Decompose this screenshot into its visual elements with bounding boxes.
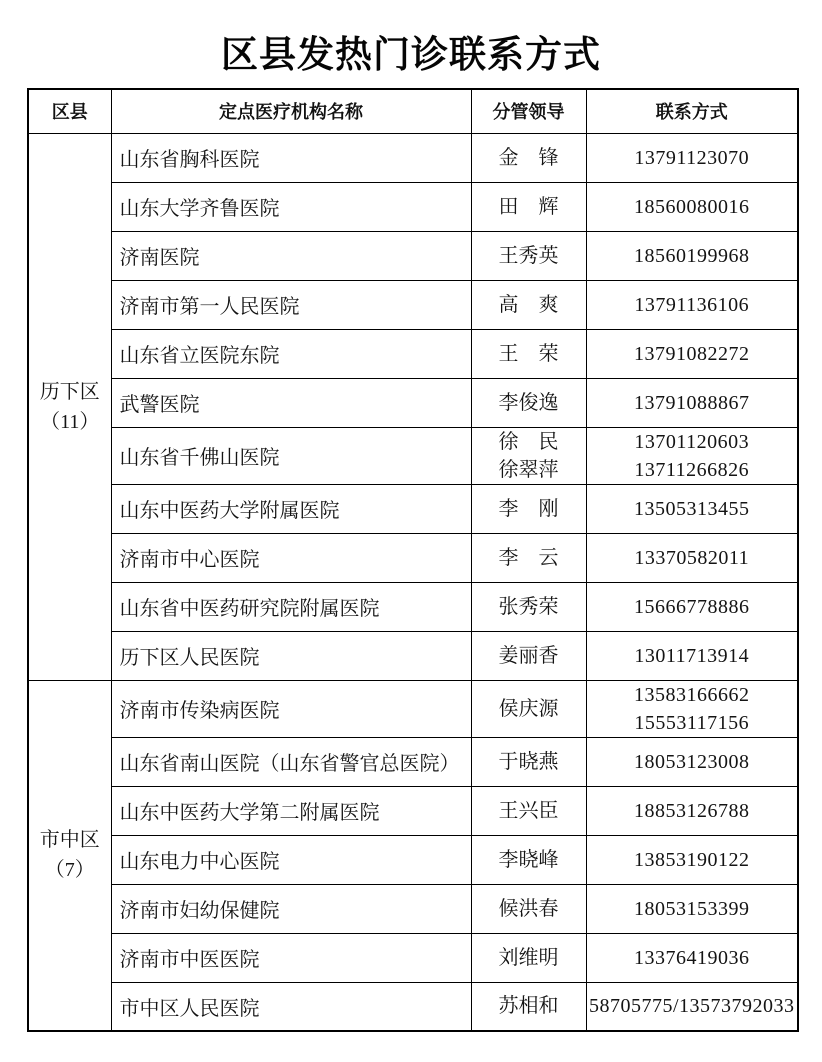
header-phone: 联系方式: [586, 89, 798, 133]
phone-cell: 58705775/13573792033: [586, 982, 798, 1031]
table-row: [28, 427, 798, 484]
page-title: 区县发热门诊联系方式: [221, 35, 601, 76]
phone-line: 15553117156: [634, 711, 750, 734]
phone-cell: 13791136106: [586, 280, 798, 329]
table-row: [28, 835, 798, 884]
hospital-cell: 山东省胸科医院: [111, 133, 471, 182]
phone-line: 13711266826: [634, 458, 750, 481]
leader-cell: [471, 427, 586, 484]
table-row: [28, 680, 798, 737]
table-row: [28, 484, 798, 533]
district-count: （7）: [44, 859, 95, 882]
table-row: [28, 582, 798, 631]
phone-cell: 13791123070: [586, 133, 798, 182]
phone-cell: 18560199968: [586, 231, 798, 280]
hospital-cell: 山东中医药大学附属医院: [111, 484, 471, 533]
phone-cell: 13376419036: [586, 933, 798, 982]
leader-cell: 王兴臣: [471, 786, 586, 835]
phone-cell: 13505313455: [586, 484, 798, 533]
hospital-cell: 济南市中心医院: [111, 533, 471, 582]
hospital-cell: 山东大学齐鲁医院: [111, 182, 471, 231]
leader-cell: 侯庆源: [471, 680, 586, 737]
phone-cell: 13791082272: [586, 329, 798, 378]
phone-cell: 13853190122: [586, 835, 798, 884]
leader-line: 徐 民: [498, 430, 559, 453]
header-hospital: 定点医疗机构名称: [111, 89, 471, 133]
leader-cell: 李 刚: [471, 484, 586, 533]
phone-cell: 18560080016: [586, 182, 798, 231]
district-cell: [28, 133, 111, 680]
hospital-cell: 市中区人民医院: [111, 982, 471, 1031]
hospital-cell: 济南医院: [111, 231, 471, 280]
leader-cell: 李俊逸: [471, 378, 586, 427]
district-name: 市中区: [39, 829, 100, 852]
table-row: [28, 133, 798, 182]
table-row: [28, 378, 798, 427]
phone-cell: 13011713914: [586, 631, 798, 680]
hospital-cell: 历下区人民医院: [111, 631, 471, 680]
leader-cell: 于晓燕: [471, 737, 586, 786]
leader-cell: 苏相和: [471, 982, 586, 1031]
phone-cell: 15666778886: [586, 582, 798, 631]
table-row: [28, 884, 798, 933]
hospital-cell: 济南市中医医院: [111, 933, 471, 982]
hospital-cell: 山东省立医院东院: [111, 329, 471, 378]
hospital-cell: 济南市第一人民医院: [111, 280, 471, 329]
leader-cell: 张秀荣: [471, 582, 586, 631]
phone-cell: [586, 680, 798, 737]
district-cell: [28, 680, 111, 1031]
leader-cell: 刘维明: [471, 933, 586, 982]
table-row: [28, 786, 798, 835]
hospital-cell: 武警医院: [111, 378, 471, 427]
hospital-cell: 山东省中医药研究院附属医院: [111, 582, 471, 631]
phone-cell: 18853126788: [586, 786, 798, 835]
leader-cell: 王秀英: [471, 231, 586, 280]
header-row: [28, 89, 798, 133]
contact-table: [27, 88, 799, 1032]
leader-cell: 李 云: [471, 533, 586, 582]
leader-cell: 田 辉: [471, 182, 586, 231]
leader-cell: 候洪春: [471, 884, 586, 933]
district-name: 历下区: [39, 380, 100, 403]
phone-cell: 13370582011: [586, 533, 798, 582]
leader-cell: 李晓峰: [471, 835, 586, 884]
hospital-cell: 山东省千佛山医院: [111, 427, 471, 484]
table-row: [28, 182, 798, 231]
phone-line: 13583166662: [634, 683, 750, 706]
hospital-cell: 山东中医药大学第二附属医院: [111, 786, 471, 835]
leader-cell: 王 荣: [471, 329, 586, 378]
leader-cell: 姜丽香: [471, 631, 586, 680]
header-district: 区县: [28, 89, 111, 133]
phone-line: 13701120603: [634, 430, 750, 453]
leader-line: 徐翠萍: [498, 458, 559, 481]
hospital-cell: 济南市妇幼保健院: [111, 884, 471, 933]
table-row: [28, 982, 798, 1031]
hospital-cell: 山东省南山医院（山东省警官总医院）: [111, 737, 471, 786]
table-row: [28, 280, 798, 329]
hospital-cell: 山东电力中心医院: [111, 835, 471, 884]
phone-cell: 13791088867: [586, 378, 798, 427]
hospital-cell: 济南市传染病医院: [111, 680, 471, 737]
header-leader: 分管领导: [471, 89, 586, 133]
phone-cell: 18053123008: [586, 737, 798, 786]
table-row: [28, 933, 798, 982]
phone-cell: 18053153399: [586, 884, 798, 933]
district-count: （11）: [40, 410, 100, 433]
table-row: [28, 631, 798, 680]
leader-cell: 金 锋: [471, 133, 586, 182]
table-row: [28, 737, 798, 786]
leader-cell: 高 爽: [471, 280, 586, 329]
phone-cell: [586, 427, 798, 484]
table-row: [28, 329, 798, 378]
table-row: [28, 231, 798, 280]
table-row: [28, 533, 798, 582]
